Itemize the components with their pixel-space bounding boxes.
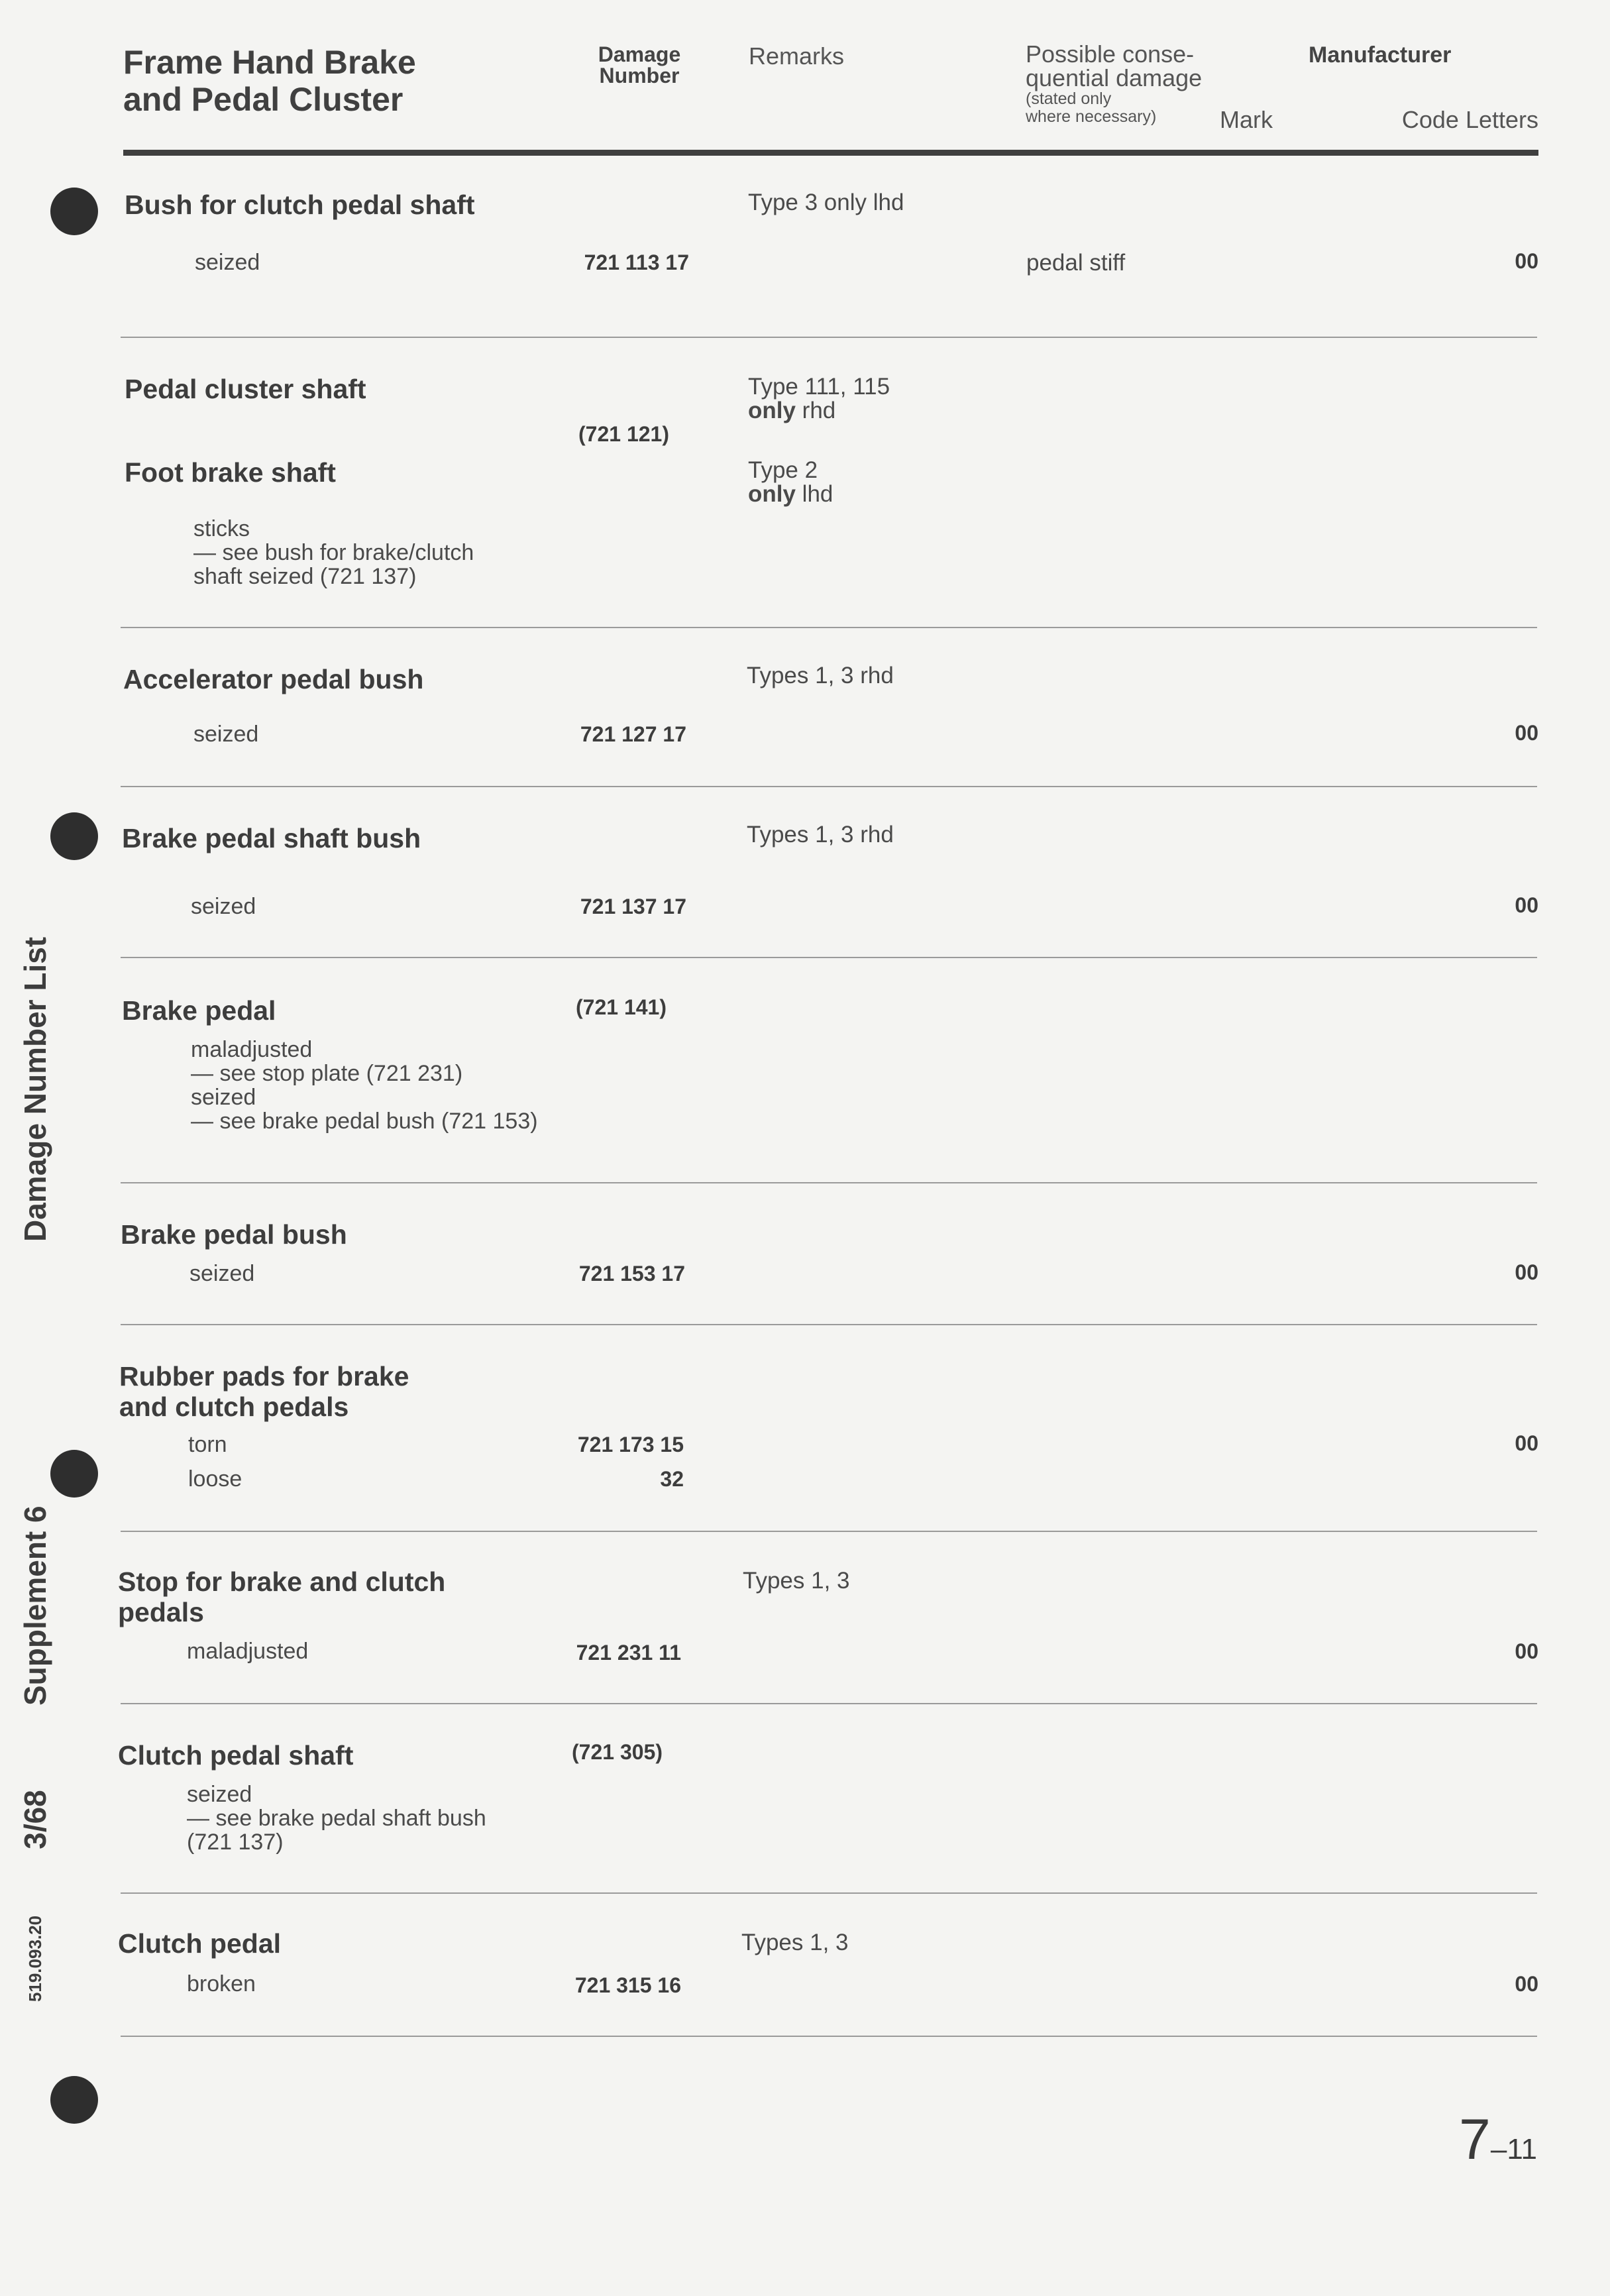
condition xyxy=(187,1782,486,1854)
condition-line: — see brake pedal bush (721 153) xyxy=(191,1109,538,1134)
remark: Types 1, 3 xyxy=(743,1568,850,1594)
header-text: Possible conse- xyxy=(1026,40,1195,68)
margin-date: 3/68 xyxy=(18,1790,52,1849)
remark xyxy=(748,459,833,506)
header-note: (stated only xyxy=(1026,89,1112,108)
condition: maladjusted xyxy=(187,1639,309,1664)
row-separator xyxy=(121,786,1537,787)
code-letters: 00 xyxy=(1515,1260,1538,1284)
condition-line: — see bush for brake/clutch xyxy=(193,540,474,565)
remark: Types 1, 3 rhd xyxy=(747,663,894,688)
remark xyxy=(748,375,890,423)
margin-supplement: Supplement 6 xyxy=(18,1505,52,1706)
margin-list-title: Damage Number List xyxy=(18,936,52,1242)
part-name: Clutch pedal shaft xyxy=(118,1740,354,1771)
part-name: Foot brake shaft xyxy=(125,457,336,488)
binder-hole xyxy=(50,1450,98,1498)
remarks-header: Remarks xyxy=(749,42,845,70)
page-title xyxy=(123,44,416,118)
manufacturer-header: Manufacturer xyxy=(1309,42,1452,68)
damage-number: (721 305) xyxy=(572,1740,663,1764)
page-number-suffix: –11 xyxy=(1490,2133,1537,2165)
header-text: quential damage xyxy=(1026,64,1203,91)
remark-line: lhd xyxy=(795,481,833,507)
part-name: Brake pedal xyxy=(122,995,276,1026)
part-name: Brake pedal shaft bush xyxy=(122,823,421,853)
row-separator xyxy=(121,1324,1537,1325)
damage-number: 721 127 17 xyxy=(580,722,686,746)
part-name-line: and clutch pedals xyxy=(119,1392,349,1422)
part-name: Brake pedal bush xyxy=(121,1219,347,1250)
part-name xyxy=(118,1566,445,1627)
remark: Types 1, 3 rhd xyxy=(747,822,894,847)
row-separator xyxy=(121,1703,1537,1704)
condition: seized xyxy=(195,250,260,275)
code-letters: 00 xyxy=(1515,893,1538,917)
header-note: where necessary) xyxy=(1026,107,1157,126)
part-name: Pedal cluster shaft xyxy=(125,374,366,404)
remark-line: Type 111, 115 xyxy=(748,374,890,400)
code-letters: 00 xyxy=(1515,1431,1538,1455)
part-name: Clutch pedal xyxy=(118,1928,282,1959)
damage-number: (721 141) xyxy=(576,995,667,1019)
margin-doc-number: 519.093.20 xyxy=(25,1915,45,2002)
part-name: Bush for clutch pedal shaft xyxy=(125,190,475,220)
part-name xyxy=(119,1361,409,1422)
code-letters: 00 xyxy=(1515,1639,1538,1663)
page-number-main: 7 xyxy=(1459,2108,1491,2171)
damage-number: 721 173 15 xyxy=(577,1433,684,1456)
binder-hole xyxy=(50,812,98,860)
condition: seized xyxy=(189,1261,255,1286)
damage-number-header xyxy=(583,44,696,86)
condition-line: sticks xyxy=(193,516,250,541)
row-separator xyxy=(121,1531,1537,1532)
row-separator xyxy=(121,1182,1537,1183)
condition: broken xyxy=(187,1971,256,1996)
code-letters: 00 xyxy=(1515,249,1538,273)
remark-emphasis: only xyxy=(748,398,796,423)
consequential-damage-header xyxy=(1026,42,1202,126)
mark-header: Mark xyxy=(1220,106,1273,133)
binder-hole xyxy=(50,2076,98,2124)
damage-number: 721 315 16 xyxy=(574,1973,681,1997)
row-separator xyxy=(121,1892,1537,1894)
damage-number: 721 231 11 xyxy=(576,1641,681,1665)
header-rule xyxy=(123,150,1538,156)
code-letters: 00 xyxy=(1515,1972,1538,1996)
condition-line: — see stop plate (721 231) xyxy=(191,1061,463,1086)
row-separator xyxy=(121,957,1537,958)
condition xyxy=(191,1038,538,1133)
code-letters-header: Code Letters xyxy=(1401,106,1538,133)
condition-line: — see brake pedal shaft bush xyxy=(187,1806,486,1831)
condition xyxy=(193,517,474,588)
damage-number: 721 153 17 xyxy=(578,1262,685,1285)
remark-emphasis: only xyxy=(748,481,796,507)
damage-number: 32 xyxy=(660,1467,684,1491)
remark: Type 3 only lhd xyxy=(748,190,904,215)
condition-line: (721 137) xyxy=(187,1830,284,1855)
part-name-line: pedals xyxy=(118,1597,204,1627)
binder-hole xyxy=(50,188,98,235)
title-line: and Pedal Cluster xyxy=(123,81,403,118)
condition-line: seized xyxy=(191,1085,256,1110)
damage-number: (721 121) xyxy=(578,422,669,446)
consequential-damage: pedal stiff xyxy=(1026,250,1126,276)
remark-line: rhd xyxy=(795,398,836,423)
header-text: Number xyxy=(599,64,680,87)
header-text: Damage xyxy=(598,42,681,66)
part-name-line: Rubber pads for brake xyxy=(119,1361,409,1392)
row-separator xyxy=(121,627,1537,628)
condition: seized xyxy=(193,722,259,747)
condition-line: seized xyxy=(187,1782,252,1807)
condition: loose xyxy=(188,1466,242,1492)
condition: torn xyxy=(188,1432,227,1457)
title-line: Frame Hand Brake xyxy=(123,44,416,81)
condition-line: shaft seized (721 137) xyxy=(193,564,417,589)
part-name: Accelerator pedal bush xyxy=(123,664,424,694)
row-separator xyxy=(121,2036,1537,2037)
condition-line: maladjusted xyxy=(191,1037,313,1062)
condition: seized xyxy=(191,894,256,919)
damage-number: 721 113 17 xyxy=(584,250,689,274)
code-letters: 00 xyxy=(1515,721,1538,745)
row-separator xyxy=(121,337,1537,338)
page-number xyxy=(1459,2107,1537,2173)
remark-line: Type 2 xyxy=(748,457,818,483)
damage-number: 721 137 17 xyxy=(580,895,686,918)
remark: Types 1, 3 xyxy=(741,1930,849,1955)
part-name-line: Stop for brake and clutch xyxy=(118,1566,446,1597)
